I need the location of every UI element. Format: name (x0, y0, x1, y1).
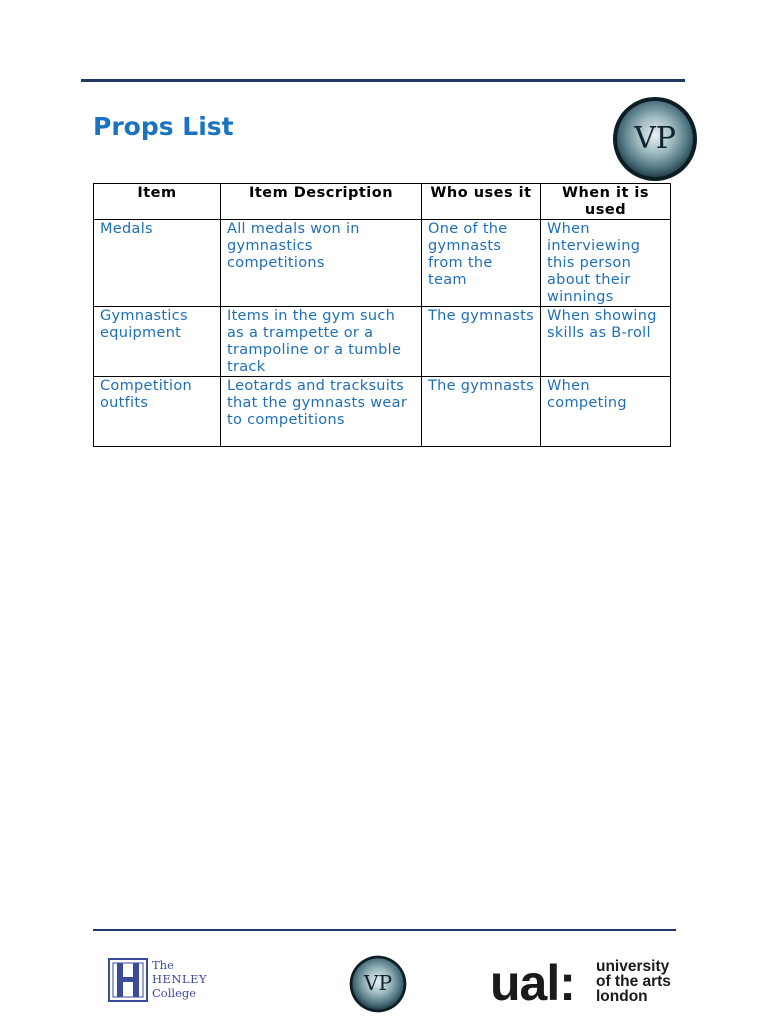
table-row (94, 377, 671, 447)
props-table (93, 183, 671, 447)
cell-when: When interviewing this person about their winnings (541, 220, 671, 307)
cell-description: Leotards and tracksuits that the gymnasts wear to competitions (221, 377, 422, 447)
header-rule (81, 79, 685, 82)
cell-when: When showing skills as B-roll (541, 307, 671, 377)
cell-description: All medals won in gymnastics competitions (221, 220, 422, 307)
cell-item: Gymnastics equipment (94, 307, 221, 377)
page-title: Props List (93, 112, 234, 141)
table-row (94, 307, 671, 377)
vp-logo (612, 96, 698, 182)
cell-who: One of the gymnasts from the team (422, 220, 541, 307)
footer-rule (93, 929, 676, 931)
svg-text:VP: VP (634, 121, 676, 156)
footer-vp-logo (349, 955, 407, 1013)
header-who-uses-it: Who uses it (422, 184, 541, 220)
cell-description: Items in the gym such as a trampette or a trampoline or a tumble track (221, 307, 422, 377)
ual-mark: ual: (490, 955, 575, 1011)
cell-item: Competition outfits (94, 377, 221, 447)
header-when-used: When it is used (541, 184, 671, 220)
svg-text:VP: VP (363, 971, 393, 996)
henley-crest-icon (108, 958, 148, 1002)
henley-college-logo (108, 958, 208, 1004)
cell-who: The gymnasts (422, 307, 541, 377)
ual-wordmark: university of the arts london (596, 958, 671, 1005)
cell-who: The gymnasts (422, 377, 541, 447)
cell-item: Medals (94, 220, 221, 307)
ual-logo (490, 955, 680, 1011)
cell-when: When competing (541, 377, 671, 447)
header-item-description: Item Description (221, 184, 422, 220)
table-row (94, 220, 671, 307)
header-item: Item (94, 184, 221, 220)
henley-wordmark: The HENLEY College (152, 958, 208, 1000)
table-header-row (94, 184, 671, 220)
